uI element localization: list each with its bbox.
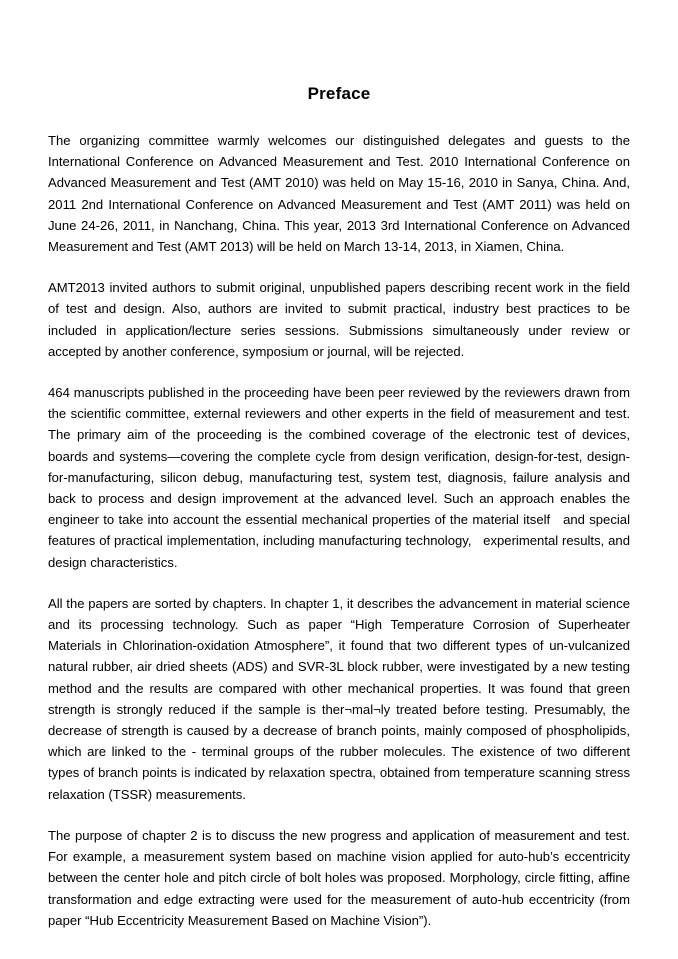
- paragraph-review-scope: 464 manuscripts published in the proceeding have been peer reviewed by the reviewers drawn from the scientific committee, external reviewers and other experts in the field of measurement and test. The primary aim of the proceeding is the combined coverage of the electronic test of devices, boards and systems—covering the complete cycle from design verification, design-for-test, design-for-manufacturing, silicon debug, manufacturing test, system test, diagnosis, failure analysis and back to process and design improvement at the advanced level. Such an approach enables the engineer to take into account the essential mechanical properties of the material itself and special features of practical implementation, including manufacturing technology, experimental results, and design characteristics.: [48, 385, 641, 570]
- page-title: Preface: [307, 84, 371, 103]
- paragraph-welcome: The organizing committee warmly welcomes our distinguished delegates and guests to the International Conference on Advanced Measurement and Test. 2010 International Conference on Advanced Measurement and Test (AMT 2010) was held on May 15-16, 2010 in Sanya, China. And, 2011 2nd International Conference on Advanced Measurement and Test (AMT 2011) was held on June 24-26, 2011, in Nanchang, China. This year, 2013 3rd International Conference on Advanced Measurement and Test (AMT 2013) will be held on March 13-14, 2013, in Xiamen, China.: [48, 133, 634, 255]
- document-content: [48, 84, 641, 931]
- paragraph-chapter-2: The purpose of chapter 2 is to discuss the new progress and application of measurement and test. For example, a measurement system based on machine vision applied for auto-hub’s eccentricity between the center hole and pitch circle of bolt holes was proposed. Morphology, circle fitting, affine transformation and edge extracting were used for the measurement of auto-hub eccentricity (from paper “Hub Eccentricity Measurement Based on Machine Vision”).: [48, 827, 634, 928]
- paragraph-chapter-1: All the papers are sorted by chapters. In chapter 1, it describes the advancement in material science and its processing technology. Such as paper “High Temperature Corrosion of Superheater Materials in Chlorination-oxidation Atmosphere”, it found that two different types of un-vulcanized natural rubber, air dried sheets (ADS) and SVR-3L block rubber, were investigated by a new testing method and the results are compared with other mechanical properties. It was found that green strength is strongly reduced if the sample is ther¬mal¬ly treated before testing. Presumably, the decrease of strength is caused by a decrease of branch points, mainly composed of phospholipids, which are linked to the - terminal groups of the rubber molecules. The existence of two different types of branch points is indicated by relaxation spectra, obtained from temperature scanning stress relaxation (TSSR) measurements.: [48, 595, 634, 802]
- paragraph-submissions: AMT2013 invited authors to submit original, unpublished papers describing recent work in the field of test and design. Also, authors are invited to submit practical, industry best practices to be included in application/lecture series sessions. Submissions simultaneously under review or accepted by another conference, symposium or journal, will be rejected.: [48, 280, 634, 359]
